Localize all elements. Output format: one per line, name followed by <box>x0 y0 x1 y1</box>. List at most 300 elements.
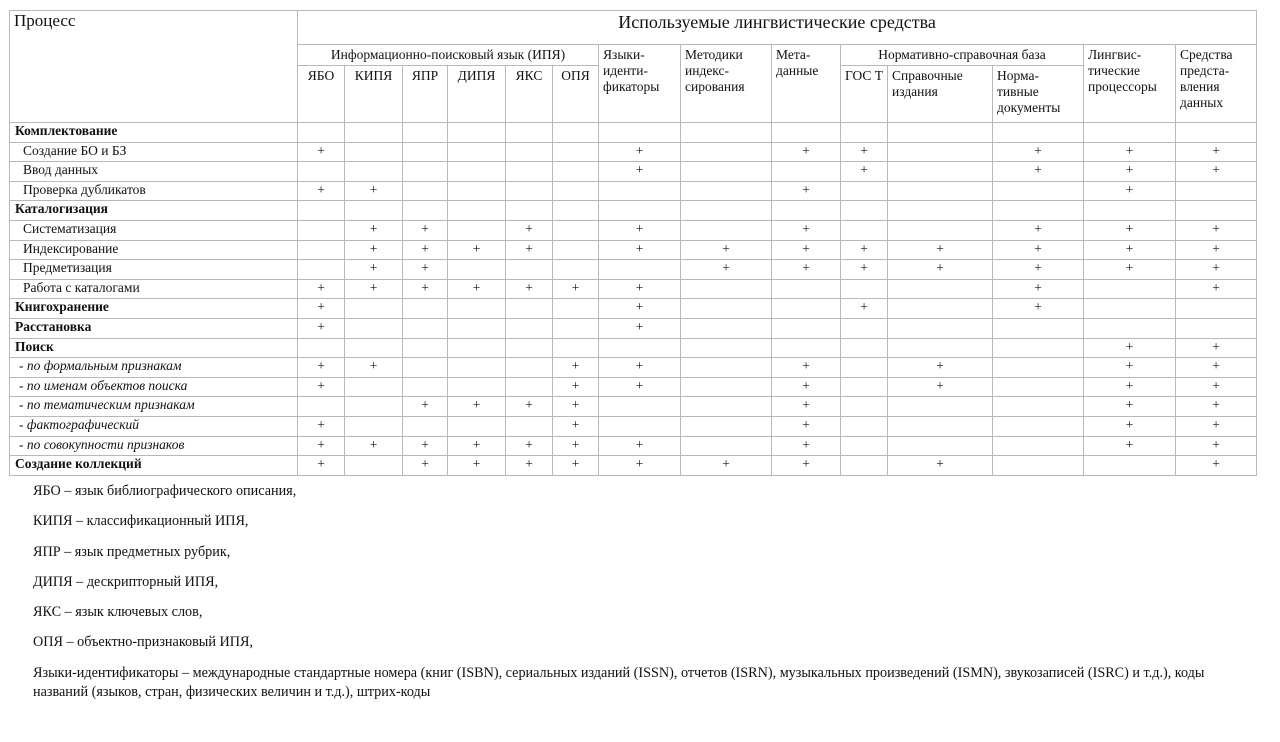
usage-mark: + <box>298 377 345 397</box>
legend-item: ДИПЯ – дескрипторный ИПЯ, <box>33 573 219 590</box>
usage-mark: + <box>1176 358 1257 378</box>
usage-mark: + <box>599 279 681 299</box>
usage-mark <box>1084 123 1176 143</box>
usage-mark <box>506 201 553 221</box>
usage-mark: + <box>1084 220 1176 240</box>
usage-mark <box>681 279 772 299</box>
usage-mark: + <box>993 220 1084 240</box>
usage-mark <box>448 416 506 436</box>
usage-mark <box>841 123 888 143</box>
usage-mark: + <box>553 416 599 436</box>
usage-mark: + <box>345 279 403 299</box>
usage-mark: + <box>345 240 403 260</box>
usage-mark <box>841 181 888 201</box>
usage-mark: + <box>298 318 345 338</box>
usage-mark <box>403 123 448 143</box>
usage-mark: + <box>681 240 772 260</box>
usage-mark: + <box>993 162 1084 182</box>
legend-item: ЯБО – язык библиографического описания, <box>33 483 297 499</box>
usage-mark: + <box>1084 377 1176 397</box>
usage-mark <box>841 201 888 221</box>
process-name: - фактографический <box>10 416 298 436</box>
usage-mark <box>993 201 1084 221</box>
usage-mark <box>448 220 506 240</box>
usage-mark <box>345 162 403 182</box>
usage-mark: + <box>448 436 506 456</box>
usage-mark <box>681 318 772 338</box>
usage-mark <box>1176 318 1257 338</box>
process-name: Проверка дубликатов <box>10 181 298 201</box>
usage-mark <box>772 299 841 319</box>
usage-mark: + <box>772 416 841 436</box>
usage-mark: + <box>599 377 681 397</box>
usage-mark <box>681 162 772 182</box>
usage-mark: + <box>841 240 888 260</box>
usage-mark <box>772 318 841 338</box>
usage-mark <box>1084 299 1176 319</box>
usage-mark <box>841 318 888 338</box>
header-process: Процесс <box>10 11 298 123</box>
usage-mark: + <box>993 142 1084 162</box>
usage-mark <box>553 260 599 280</box>
usage-mark: + <box>298 436 345 456</box>
usage-mark <box>403 358 448 378</box>
usage-mark: + <box>993 279 1084 299</box>
usage-mark: + <box>599 318 681 338</box>
usage-mark: + <box>448 279 506 299</box>
header-data-representation: Средства предста-вления данных <box>1176 45 1257 123</box>
usage-mark <box>888 318 993 338</box>
usage-mark <box>1084 279 1176 299</box>
legend-item: КИПЯ – классификационный ИПЯ, <box>33 513 249 530</box>
usage-mark <box>888 397 993 417</box>
usage-mark: + <box>345 436 403 456</box>
table-row <box>10 240 1257 260</box>
usage-mark: + <box>1176 240 1257 260</box>
usage-mark: + <box>772 260 841 280</box>
usage-mark: + <box>553 377 599 397</box>
process-name: - по тематическим признакам <box>10 397 298 417</box>
usage-mark <box>1176 201 1257 221</box>
header-col-opya: ОПЯ <box>553 66 599 123</box>
usage-mark <box>403 181 448 201</box>
usage-mark <box>993 436 1084 456</box>
usage-mark: + <box>993 260 1084 280</box>
usage-mark <box>681 201 772 221</box>
usage-mark <box>345 299 403 319</box>
table-row <box>10 142 1257 162</box>
usage-mark <box>681 220 772 240</box>
usage-mark <box>403 377 448 397</box>
usage-mark <box>841 338 888 358</box>
usage-mark <box>681 338 772 358</box>
usage-mark: + <box>599 436 681 456</box>
usage-mark <box>681 397 772 417</box>
usage-mark: + <box>993 299 1084 319</box>
legend-item: ОПЯ – объектно-признаковый ИПЯ, <box>33 634 253 651</box>
usage-mark <box>1176 181 1257 201</box>
usage-mark: + <box>841 142 888 162</box>
usage-mark <box>403 162 448 182</box>
process-name: Поиск <box>10 338 298 358</box>
usage-mark: + <box>772 240 841 260</box>
usage-mark <box>599 123 681 143</box>
usage-mark: + <box>772 377 841 397</box>
header-col-reference-editions: Справочные издания <box>888 66 993 123</box>
usage-mark: + <box>448 240 506 260</box>
usage-mark <box>841 456 888 476</box>
usage-mark <box>681 436 772 456</box>
process-name: Работа с каталогами <box>10 279 298 299</box>
usage-mark: + <box>993 240 1084 260</box>
usage-mark <box>506 181 553 201</box>
usage-mark <box>448 318 506 338</box>
usage-mark: + <box>841 162 888 182</box>
usage-mark: + <box>841 260 888 280</box>
usage-mark: + <box>1084 240 1176 260</box>
usage-mark <box>841 377 888 397</box>
usage-mark <box>888 181 993 201</box>
usage-mark <box>681 358 772 378</box>
usage-mark: + <box>599 142 681 162</box>
usage-mark <box>841 279 888 299</box>
usage-mark: + <box>553 436 599 456</box>
usage-mark <box>448 338 506 358</box>
usage-mark <box>403 318 448 338</box>
usage-mark <box>298 397 345 417</box>
header-col-yapr: ЯПР <box>403 66 448 123</box>
usage-mark: + <box>1176 220 1257 240</box>
usage-mark: + <box>1084 436 1176 456</box>
usage-mark: + <box>506 397 553 417</box>
usage-mark <box>298 220 345 240</box>
process-name: Систематизация <box>10 220 298 240</box>
table-body <box>10 123 1257 476</box>
table-row <box>10 220 1257 240</box>
usage-mark <box>993 456 1084 476</box>
usage-mark: + <box>1176 436 1257 456</box>
usage-mark: + <box>1084 181 1176 201</box>
usage-mark: + <box>506 240 553 260</box>
table-row <box>10 318 1257 338</box>
usage-mark <box>403 338 448 358</box>
usage-mark <box>1084 201 1176 221</box>
usage-mark: + <box>772 436 841 456</box>
usage-mark <box>1176 299 1257 319</box>
usage-mark <box>772 338 841 358</box>
table-row <box>10 436 1257 456</box>
usage-mark: + <box>448 397 506 417</box>
usage-mark <box>345 416 403 436</box>
usage-mark <box>888 123 993 143</box>
usage-mark <box>1084 318 1176 338</box>
process-name: Каталогизация <box>10 201 298 221</box>
usage-mark: + <box>1084 397 1176 417</box>
process-name: Создание коллекций <box>10 456 298 476</box>
usage-mark: + <box>1176 338 1257 358</box>
legend-item: Языки-идентификаторы – международные стандартные номера (книг (ISBN), сериальных изданий (ISSN), отчетов (ISRN), музыкальных произведений (ISMN), звукозаписей (ISRC) и т.д.), коды названий (языков, стран, физических величин и т.д.), штрих-коды <box>33 664 1205 700</box>
usage-mark <box>298 240 345 260</box>
usage-mark <box>553 299 599 319</box>
process-name: Индексирование <box>10 240 298 260</box>
usage-mark <box>1176 123 1257 143</box>
table-row <box>10 162 1257 182</box>
table-row <box>10 397 1257 417</box>
usage-mark: + <box>841 299 888 319</box>
usage-mark: + <box>1176 260 1257 280</box>
process-name: Расстановка <box>10 318 298 338</box>
usage-mark <box>599 416 681 436</box>
usage-mark: + <box>599 299 681 319</box>
usage-mark <box>553 201 599 221</box>
usage-mark <box>888 299 993 319</box>
usage-mark: + <box>1084 142 1176 162</box>
usage-mark <box>681 181 772 201</box>
usage-mark <box>298 260 345 280</box>
usage-mark: + <box>681 260 772 280</box>
usage-mark <box>403 201 448 221</box>
usage-mark <box>993 318 1084 338</box>
usage-mark <box>993 181 1084 201</box>
usage-mark <box>599 260 681 280</box>
usage-mark <box>888 220 993 240</box>
usage-mark: + <box>298 279 345 299</box>
usage-mark <box>841 220 888 240</box>
usage-mark <box>599 397 681 417</box>
usage-mark <box>772 201 841 221</box>
usage-mark <box>506 260 553 280</box>
usage-mark <box>993 358 1084 378</box>
usage-mark <box>888 201 993 221</box>
usage-mark <box>553 240 599 260</box>
usage-mark <box>345 377 403 397</box>
table-row <box>10 338 1257 358</box>
usage-mark <box>888 279 993 299</box>
usage-mark: + <box>1176 279 1257 299</box>
header-col-normative-documents: Норма-тивные документы <box>993 66 1084 123</box>
usage-mark: + <box>599 162 681 182</box>
usage-mark <box>448 299 506 319</box>
usage-mark: + <box>599 456 681 476</box>
usage-mark <box>681 123 772 143</box>
table-row <box>10 377 1257 397</box>
usage-mark <box>599 201 681 221</box>
process-name: Предметизация <box>10 260 298 280</box>
table-row <box>10 279 1257 299</box>
usage-mark <box>298 123 345 143</box>
usage-mark: + <box>553 397 599 417</box>
legend <box>33 482 1263 713</box>
header-col-gost: ГОС Т <box>841 66 888 123</box>
header-id-languages: Языки-иденти-фикаторы <box>599 45 681 123</box>
usage-mark: + <box>888 456 993 476</box>
usage-mark <box>448 260 506 280</box>
usage-mark: + <box>772 181 841 201</box>
usage-mark <box>993 416 1084 436</box>
usage-mark: + <box>1084 260 1176 280</box>
table-row <box>10 201 1257 221</box>
usage-mark <box>888 416 993 436</box>
usage-mark <box>506 162 553 182</box>
usage-mark <box>681 299 772 319</box>
usage-mark <box>772 162 841 182</box>
usage-mark <box>553 142 599 162</box>
table-row <box>10 181 1257 201</box>
header-col-ybo: ЯБО <box>298 66 345 123</box>
process-name: - по совокупности признаков <box>10 436 298 456</box>
table-row <box>10 123 1257 143</box>
usage-mark: + <box>1176 397 1257 417</box>
usage-mark <box>993 397 1084 417</box>
usage-mark <box>772 123 841 143</box>
usage-mark: + <box>403 456 448 476</box>
usage-mark: + <box>681 456 772 476</box>
usage-mark <box>506 377 553 397</box>
usage-mark <box>506 142 553 162</box>
usage-mark <box>448 162 506 182</box>
usage-mark <box>681 416 772 436</box>
usage-mark <box>448 377 506 397</box>
process-name: - по формальным признакам <box>10 358 298 378</box>
usage-mark <box>506 123 553 143</box>
usage-mark: + <box>1176 142 1257 162</box>
usage-mark: + <box>1176 416 1257 436</box>
usage-mark <box>506 416 553 436</box>
usage-mark: + <box>772 142 841 162</box>
usage-mark: + <box>1176 162 1257 182</box>
usage-mark <box>888 338 993 358</box>
usage-mark <box>448 181 506 201</box>
usage-mark <box>888 162 993 182</box>
usage-mark: + <box>403 436 448 456</box>
usage-mark: + <box>888 240 993 260</box>
usage-mark: + <box>553 456 599 476</box>
usage-mark: + <box>888 377 993 397</box>
usage-mark <box>993 123 1084 143</box>
usage-mark: + <box>345 181 403 201</box>
legend-item: ЯКС – язык ключевых слов, <box>33 604 203 621</box>
usage-mark: + <box>298 416 345 436</box>
usage-mark <box>1084 456 1176 476</box>
usage-mark <box>345 397 403 417</box>
usage-mark <box>841 397 888 417</box>
table-row <box>10 299 1257 319</box>
usage-mark <box>448 142 506 162</box>
header-col-yaks: ЯКС <box>506 66 553 123</box>
usage-mark <box>599 181 681 201</box>
usage-mark: + <box>298 299 345 319</box>
usage-mark: + <box>553 279 599 299</box>
usage-mark: + <box>403 260 448 280</box>
usage-mark <box>599 338 681 358</box>
usage-mark: + <box>298 456 345 476</box>
table-row <box>10 456 1257 476</box>
header-linguistic-processors: Лингвис-тические процессоры <box>1084 45 1176 123</box>
usage-mark <box>888 142 993 162</box>
process-name: - по именам объектов поиска <box>10 377 298 397</box>
usage-mark: + <box>403 240 448 260</box>
usage-mark: + <box>298 181 345 201</box>
usage-mark <box>553 181 599 201</box>
usage-mark: + <box>506 220 553 240</box>
usage-mark: + <box>345 220 403 240</box>
usage-mark: + <box>298 358 345 378</box>
usage-mark: + <box>403 279 448 299</box>
legend-item: ЯПР – язык предметных рубрик, <box>33 543 231 560</box>
usage-mark <box>403 142 448 162</box>
usage-mark: + <box>403 397 448 417</box>
header-linguistic-means: Используемые лингвистические средства <box>298 11 1257 45</box>
usage-mark: + <box>1084 416 1176 436</box>
usage-mark <box>448 358 506 378</box>
usage-mark: + <box>599 220 681 240</box>
usage-mark <box>553 123 599 143</box>
usage-mark: + <box>888 358 993 378</box>
usage-mark <box>841 416 888 436</box>
table-row <box>10 358 1257 378</box>
process-name: Создание БО и БЗ <box>10 142 298 162</box>
usage-mark <box>553 220 599 240</box>
header-metadata: Мета-данные <box>772 45 841 123</box>
usage-mark: + <box>599 240 681 260</box>
usage-mark <box>553 162 599 182</box>
usage-mark: + <box>772 358 841 378</box>
process-table <box>9 10 1257 476</box>
usage-mark: + <box>448 456 506 476</box>
usage-mark <box>506 338 553 358</box>
header-col-dipya: ДИПЯ <box>448 66 506 123</box>
header-normative-base: Нормативно-справочная база <box>841 45 1084 66</box>
usage-mark: + <box>1084 358 1176 378</box>
usage-mark <box>345 142 403 162</box>
usage-mark <box>681 142 772 162</box>
usage-mark <box>993 377 1084 397</box>
usage-mark: + <box>553 358 599 378</box>
usage-mark <box>772 279 841 299</box>
usage-mark: + <box>772 397 841 417</box>
usage-mark <box>553 318 599 338</box>
usage-mark <box>345 456 403 476</box>
usage-mark <box>448 123 506 143</box>
usage-mark <box>506 358 553 378</box>
usage-mark: + <box>1176 377 1257 397</box>
usage-mark: + <box>345 260 403 280</box>
usage-mark <box>298 201 345 221</box>
header-ipya-group: Информационно-поисковый язык (ИПЯ) <box>298 45 599 66</box>
usage-mark: + <box>345 358 403 378</box>
usage-mark: + <box>772 220 841 240</box>
usage-mark: + <box>1176 456 1257 476</box>
header-indexing-methods: Методики индекс-сирования <box>681 45 772 123</box>
usage-mark <box>345 201 403 221</box>
process-name: Ввод данных <box>10 162 298 182</box>
usage-mark: + <box>599 358 681 378</box>
usage-mark <box>681 377 772 397</box>
usage-mark: + <box>1084 338 1176 358</box>
usage-mark: + <box>1084 162 1176 182</box>
usage-mark <box>403 299 448 319</box>
usage-mark <box>298 162 345 182</box>
usage-mark: + <box>403 220 448 240</box>
usage-mark: + <box>506 279 553 299</box>
usage-mark <box>506 318 553 338</box>
usage-mark <box>345 338 403 358</box>
usage-mark <box>841 358 888 378</box>
usage-mark <box>993 338 1084 358</box>
usage-mark <box>506 299 553 319</box>
usage-mark: + <box>506 436 553 456</box>
table-row <box>10 416 1257 436</box>
